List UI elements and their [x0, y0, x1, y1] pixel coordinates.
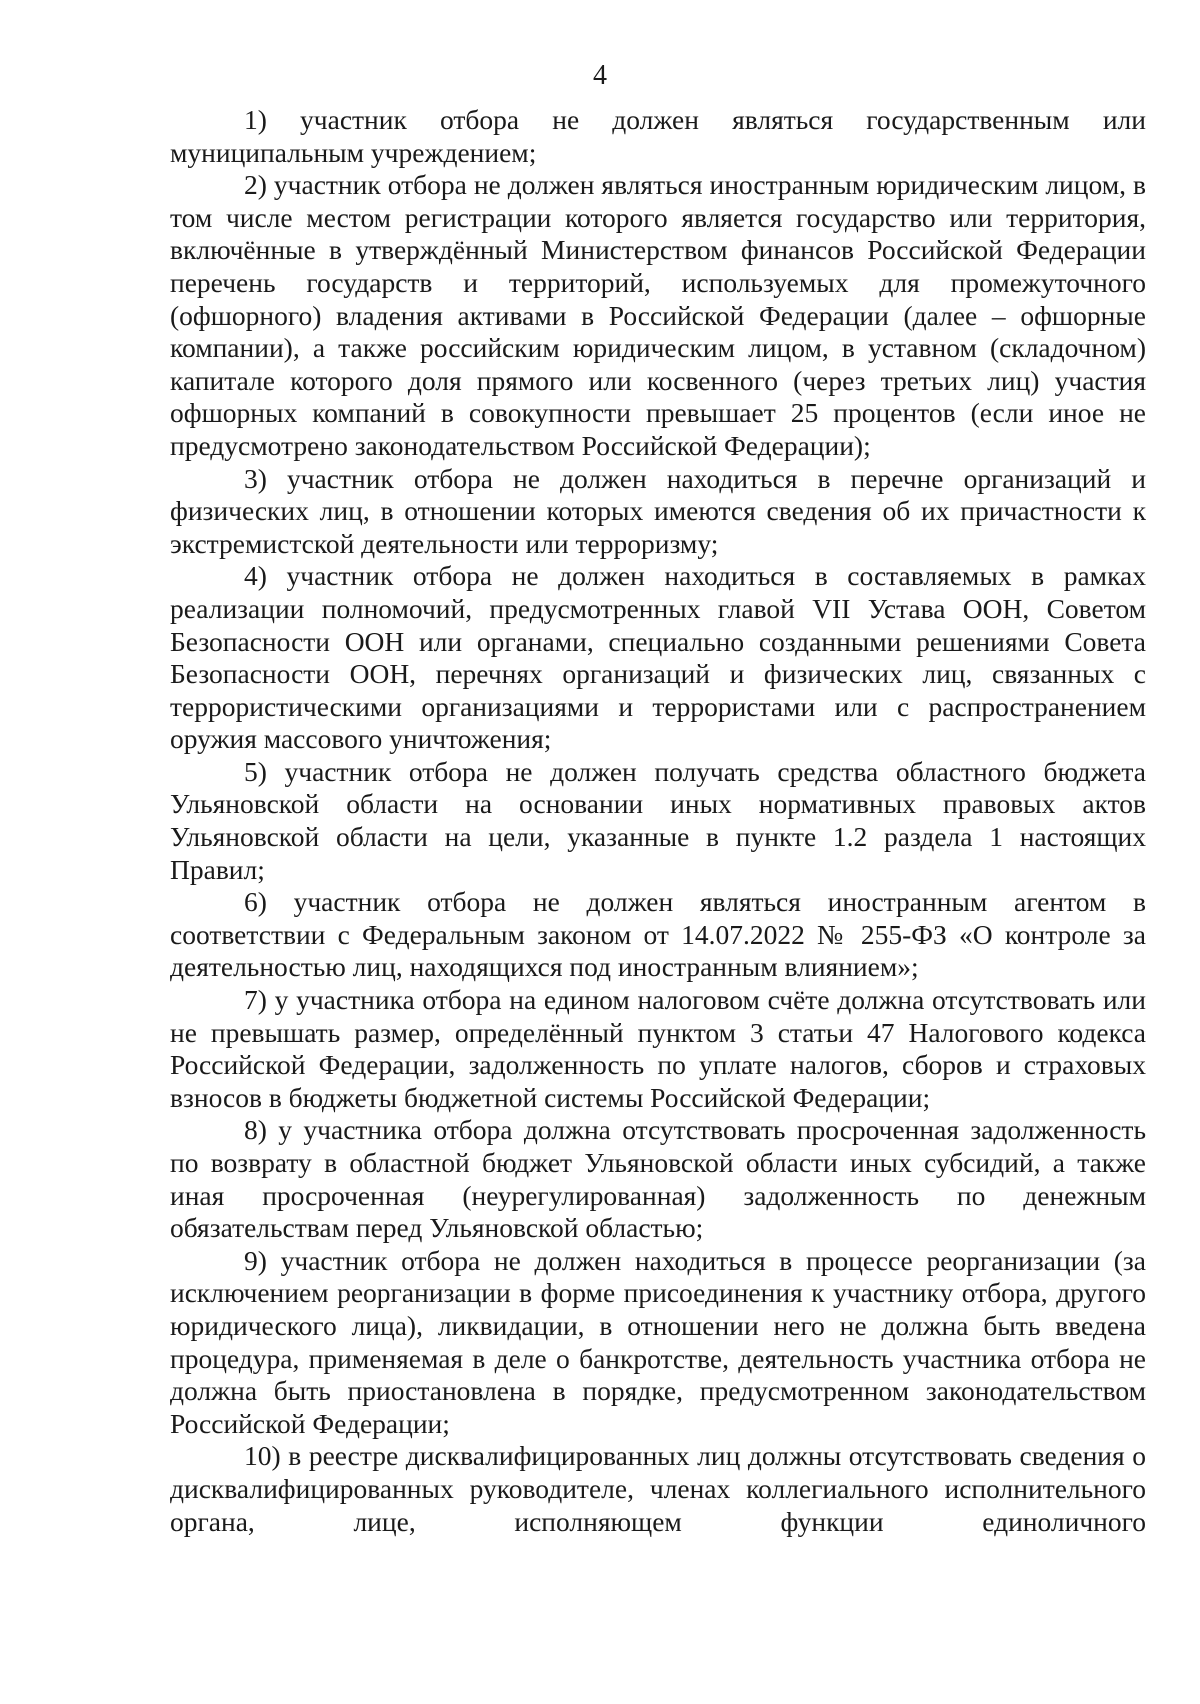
- paragraph-6: 6) участник отбора не должен являться иностранным агентом в соответствии с Федеральным законом от 14.07.2022 № 255-ФЗ «О контроле за деятельностью лиц, находящихся под иностранным влиянием»;: [170, 886, 1146, 983]
- paragraph-7: 7) у участника отбора на едином налоговом счёте должна отсутствовать или не превышать размер, определённый пунктом 3 статьи 47 Налогового кодекса Российской Федерации, задолженность по уплате налогов, сборов и страховых взносов в бюджеты бюджетной системы Российской Федерации;: [170, 984, 1146, 1113]
- paragraph-10: 10) в реестре дисквалифицированных лиц должны отсутствовать сведения о дисквалифицированных руководителе, членах коллегиального исполнительного органа, лице, исполняющем функции единоличного: [170, 1440, 1146, 1537]
- document-body: [170, 104, 1146, 1538]
- paragraph-8: 8) у участника отбора должна отсутствовать просроченная задолженность по возврату в областной бюджет Ульяновской области иных субсидий, а также иная просроченная (неурегулированная) задолженность по денежным обязательствам перед Ульяновской областью;: [170, 1114, 1146, 1244]
- paragraph-2: 2) участник отбора не должен являться иностранным юридическим лицом, в том числе местом регистрации которого является государство или территория, включённые в утверждённый Министерством финансов Российской Федерации перечень государств и территорий, используемых для промежуточного (офшорного) владения активами в Российской Федерации (далее – офшорные компании), а также российским юридическим лицом, в уставном (складочном) капитале которого доля прямого или косвенного (через третьих лиц) участия офшорных компаний в совокупности превышает 25 процентов (если иное не предусмотрено законодательством Российской Федерации);: [170, 169, 1146, 461]
- page-number: 4: [593, 60, 607, 91]
- paragraph-1: 1) участник отбора не должен являться государственным или муниципальным учреждением;: [170, 104, 1146, 168]
- paragraph-4: 4) участник отбора не должен находиться в составляемых в рамках реализации полномочий, предусмотренных главой VII Устава ООН, Советом Безопасности ООН или органами, специально созданными решениями Совета Безопасности ООН, перечнях организаций и физических лиц, связанных с террористическими организациями и террористами или с распространением оружия массового уничтожения;: [170, 560, 1146, 755]
- paragraph-5: 5) участник отбора не должен получать средства областного бюджета Ульяновской области на основании иных нормативных правовых актов Ульяновской области на цели, указанные в пункте 1.2 раздела 1 настоящих Правил;: [170, 755, 1146, 885]
- paragraph-3: 3) участник отбора не должен находиться в перечне организаций и физических лиц, в отношении которых имеются сведения об их причастности к экстремистской деятельности или терроризму;: [170, 462, 1146, 559]
- paragraph-9: 9) участник отбора не должен находиться в процессе реорганизации (за исключением реорганизации в форме присоединения к участнику отбора, другого юридического лица), ликвидации, в отношении него не должна быть введена процедура, применяемая в деле о банкротстве, деятельность участника отбора не должна быть приостановлена в порядке, предусмотренном законодательством Российской Федерации;: [170, 1244, 1146, 1439]
